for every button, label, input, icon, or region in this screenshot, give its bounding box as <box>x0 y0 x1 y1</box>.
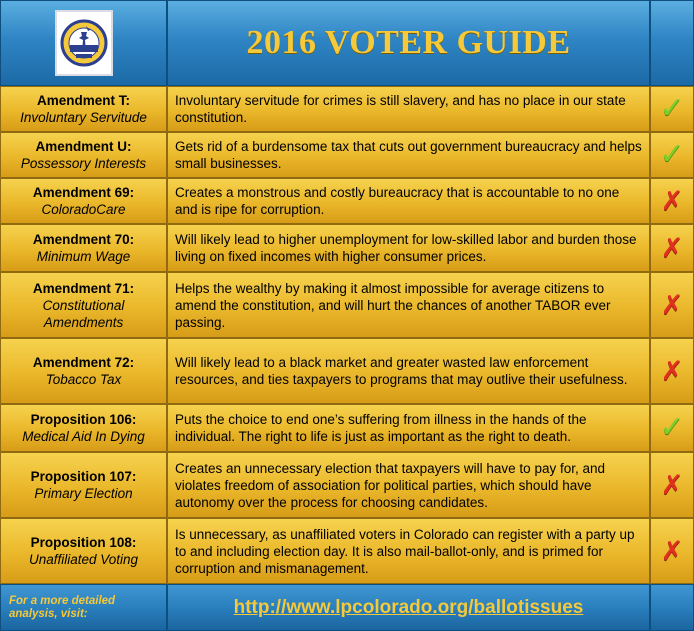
ballot-issues-link[interactable]: http://www.lpcolorado.org/ballotissues <box>233 596 584 618</box>
recommendation-cell <box>650 338 694 404</box>
recommendation-cell <box>650 518 694 584</box>
checkmark-icon: ✓ <box>659 411 685 444</box>
cross-icon: ✗ <box>660 355 684 386</box>
measure-name-cell <box>0 338 167 404</box>
cross-icon: ✗ <box>660 289 684 320</box>
measure-name: Amendment 71: <box>32 280 135 296</box>
measure-subtitle: Possessory Interests <box>20 156 147 171</box>
measure-subtitle: ColoradoCare <box>41 202 126 217</box>
page-title: 2016 VOTER GUIDE <box>167 0 650 86</box>
measure-subtitle: Primary Election <box>34 486 133 501</box>
cross-icon: ✗ <box>660 232 684 263</box>
logo-cell <box>0 0 167 86</box>
footer-prompt-line2: analysis, visit: <box>9 607 88 620</box>
recommendation-cell <box>650 178 694 224</box>
recommendation-cell <box>650 132 694 178</box>
measure-description: Helps the wealthy by making it almost impossible for average citizens to amend the constitution, and will hurt the chances of another TABOR ever passing. <box>167 272 650 338</box>
measure-name-cell <box>0 132 167 178</box>
recommendation-cell <box>650 452 694 518</box>
measure-description: Puts the choice to end one’s suffering from illness in the hands of the individual. The right to life is just as important as the right to death. <box>167 404 650 452</box>
measure-description: Creates a monstrous and costly bureaucracy that is accountable to no one and is ripe for corruption. <box>167 178 650 224</box>
measure-subtitle: Medical Aid In Dying <box>22 429 145 444</box>
measure-description: Involuntary servitude for crimes is still slavery, and has no place in our state constitution. <box>167 86 650 132</box>
checkmark-icon: ✓ <box>659 138 685 171</box>
measure-subtitle: Involuntary Servitude <box>20 110 147 125</box>
cross-icon: ✗ <box>660 469 684 500</box>
footer-mark-column <box>650 584 694 631</box>
measure-name-cell <box>0 86 167 132</box>
recommendation-cell <box>650 404 694 452</box>
footer-prompt-line1: For a more detailed <box>9 594 116 607</box>
measure-description: Will likely lead to a black market and greater wasted law enforcement resources, and ties taxpayers to programs that may outlive their usefulness. <box>167 338 650 404</box>
footer-link-cell <box>167 584 650 631</box>
measure-name-cell <box>0 452 167 518</box>
footer-prompt <box>0 584 167 631</box>
measure-subtitle: Constitutional Amendments <box>42 297 125 330</box>
measure-name: Amendment 70: <box>32 232 135 247</box>
checkmark-icon: ✓ <box>659 92 685 125</box>
measure-name-cell <box>0 404 167 452</box>
recommendation-cell <box>650 86 694 132</box>
measure-name: Proposition 106: <box>30 412 137 427</box>
measure-name: Amendment T: <box>36 93 130 108</box>
measure-name: Amendment 69: <box>32 185 135 200</box>
header-mark-column <box>650 0 694 86</box>
measure-name: Amendment U: <box>35 139 132 154</box>
measure-subtitle: Unaffiliated Voting <box>28 552 139 567</box>
measure-subtitle: Tobacco Tax <box>45 372 122 387</box>
measure-name-cell <box>0 272 167 338</box>
cross-icon: ✗ <box>660 535 684 566</box>
measure-name-cell <box>0 178 167 224</box>
libertarian-party-logo <box>55 10 113 76</box>
measure-name: Proposition 108: <box>30 535 137 550</box>
recommendation-cell <box>650 272 694 338</box>
measure-description: Is unnecessary, as unaffiliated voters in Colorado can register with a party up to and including election day. It is also mail-ballot-only, and is primed for corruption and mismanagement. <box>167 518 650 584</box>
measure-name: Amendment 72: <box>32 355 135 370</box>
measure-name-cell <box>0 224 167 272</box>
measure-description: Will likely lead to higher unemployment for low-skilled labor and burden those living on fixed incomes with higher consumer prices. <box>167 224 650 272</box>
recommendation-cell <box>650 224 694 272</box>
party-logo-icon <box>59 14 109 72</box>
measure-name-cell <box>0 518 167 584</box>
cross-icon: ✗ <box>660 185 684 216</box>
measure-description: Creates an unnecessary election that taxpayers will have to pay for, and violates freedom of association for political parties, which should have autonomy over the process for choosing candidates. <box>167 452 650 518</box>
measure-description: Gets rid of a burdensome tax that cuts out government bureaucracy and helps small businesses. <box>167 132 650 178</box>
measure-subtitle: Minimum Wage <box>36 249 131 264</box>
measure-name: Proposition 107: <box>30 469 137 484</box>
